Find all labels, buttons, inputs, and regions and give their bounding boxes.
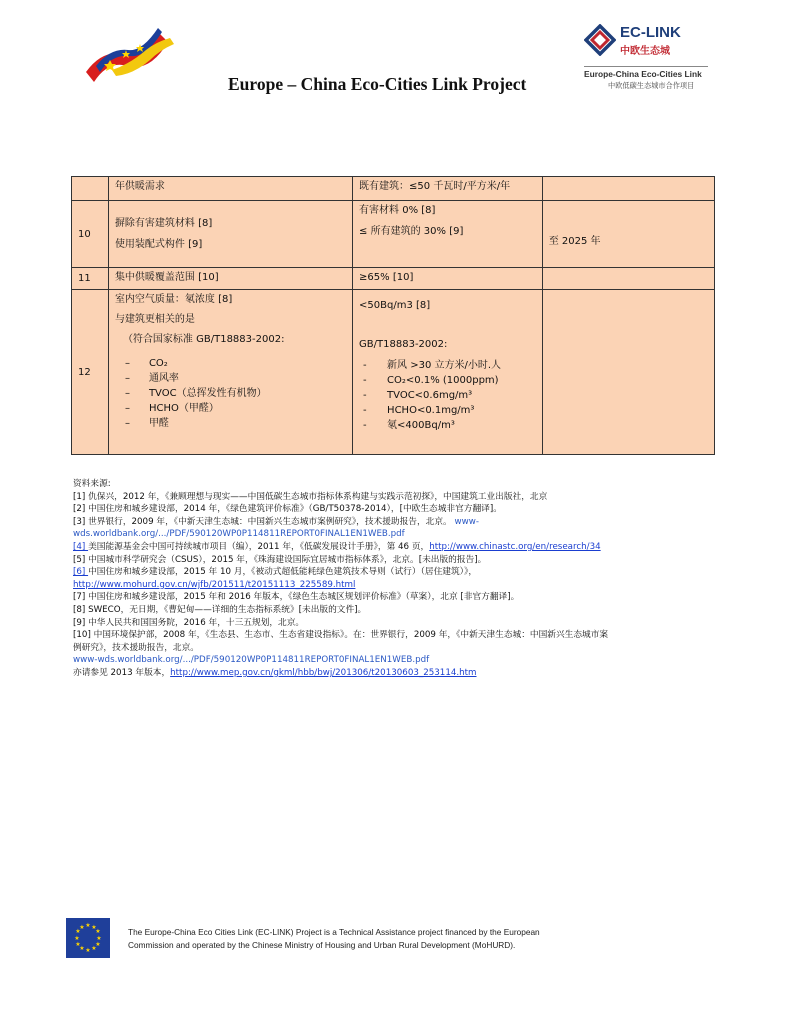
table-cell [353, 290, 543, 455]
reference-item: [7] 中国住房和城乡建设部，2015 年和 2016 年版本，《绿色生态城区规划评价标准》（草案），北京 [非官方翻译]。 [73, 592, 520, 603]
svg-text:★: ★ [75, 928, 81, 935]
svg-text:★: ★ [91, 924, 97, 931]
table-cell: 集中供暖覆盖范围 [10] [108, 268, 352, 290]
reference-item: [3] 世界银行，2009 年，《中新天津生态城：中国新兴生态城市案例研究》，技术援助报告，北京。 www- [73, 516, 479, 527]
logo-cn-name: 中欧生态城 [620, 46, 670, 57]
logo-en-tagline: Europe-China Eco-Cities Link [584, 69, 702, 79]
references-heading: 资料来源: [73, 479, 111, 489]
reference-link[interactable]: wds.worldbank.org/.../PDF/590120WP0P114811REPORT0FINAL1EN1WEB.pdf [73, 529, 405, 540]
eu-flag-icon [66, 918, 110, 958]
reference-item: [2] 中国住房和城乡建设部，2014 年，《绿色建筑评价标准》（GB/T50378-2014），[中欧生态城非官方翻译]。 [73, 504, 502, 515]
reference-link[interactable]: http://www.mohurd.gov.cn/wjfb/201511/t20151113_225589.html [73, 579, 356, 590]
reference-item: [10] 中国环境保护部，2008 年，《生态县、生态市、生态省建设指标》。在：世界银行，2009 年，《中新天津生态城：中国新兴生态城市案 [73, 630, 609, 641]
footer-line: The Europe-China Eco Cities Link (EC-LINK) Project is a Technical Assistance project financed by the European [128, 927, 540, 937]
reference-item: [9] 中华人民共和国国务院，2016 年，十三五规划，北京。 [73, 617, 305, 628]
reference-item: [6] 中国住房和城乡建设部，2015 年 10 月，《被动式超低能耗绿色建筑技术导则（试行）（居住建筑）》， [73, 567, 478, 578]
logo-cn-tagline: 中欧低碳生态城市合作项目 [608, 81, 695, 90]
cell-line: 有害材料 0% [8] [359, 205, 436, 216]
reference-link[interactable]: http://www.mep.gov.cn/gkml/hbb/bwj/201306/t20130603_253114.htm [170, 667, 477, 678]
cell-line: ≤ 所有建筑的 30% [9] [359, 226, 464, 237]
cell-line: GB/T18883-2002: [359, 339, 448, 350]
reference-link[interactable]: www-wds.worldbank.org/.../PDF/590120WP0P114811REPORT0FINAL1EN1WEB.pdf [73, 655, 430, 666]
reference-tag-link[interactable]: [6] [73, 567, 89, 578]
row-number: 11 [72, 268, 109, 290]
cell-line: 与建筑更相关的是 [114, 314, 195, 325]
svg-text:★: ★ [79, 924, 85, 931]
table-row [72, 201, 715, 268]
list-item: – 甲醛 [124, 418, 169, 429]
table-cell [353, 201, 543, 268]
logo-divider [584, 66, 708, 67]
table-row [72, 290, 715, 455]
list-item: - 新风 >30 立方米/小时.人 [363, 360, 502, 371]
reference-item: [5] 中国城市科学研究会（CSUS），2015 年，《珠海建设国际宜居城市指标体系》，北京。[未出版的报告]。 [73, 554, 487, 565]
reference-item: 亦请参见 2013 年版本，http://www.mep.gov.cn/gkml/hbb/bwj/201306/t20130603_253114.htm [73, 667, 477, 678]
cell-line: 至 2025 年 [548, 236, 601, 247]
cell-line: 使用装配式构件 [9] [114, 239, 203, 250]
table-row [72, 268, 715, 290]
footer-line: Commission and operated by the Chinese Ministry of Housing and Urban Rural Development (MoHURD). [128, 940, 516, 950]
list-item: – 通风率 [124, 373, 179, 384]
list-item: – HCHO（甲醛） [124, 403, 219, 414]
table-cell: 既有建筑：≤50 千瓦时/平方米/年 [353, 177, 543, 201]
cell-line: 室内空气质量：氡浓度 [8] [114, 294, 233, 305]
svg-text:★: ★ [74, 935, 80, 942]
reference-item [73, 528, 723, 541]
svg-text:★: ★ [96, 935, 102, 942]
references [73, 478, 723, 680]
ec-link-diamond-icon [584, 24, 616, 56]
cell-line: （符合国家标准 GB/T18883-2002: [122, 334, 285, 345]
svg-text:★: ★ [75, 941, 81, 948]
document-title: Europe – China Eco-Cities Link Project [228, 74, 527, 94]
list-item: - TVOC<0.6mg/m³ [363, 390, 473, 401]
svg-text:★: ★ [91, 945, 97, 952]
reference-link[interactable]: http://www.chinastc.org/en/research/34 [429, 541, 601, 552]
svg-text:★: ★ [85, 947, 91, 954]
reference-item [73, 654, 723, 667]
table-cell: 年供暖需求 [108, 177, 352, 201]
eu-china-flag-logo [82, 20, 182, 90]
reference-tag-link[interactable]: [4] [73, 541, 89, 552]
table-cell [108, 201, 352, 268]
list-item: - 氡<400Bq/m³ [363, 420, 455, 431]
table-cell: ≥65% [10] [353, 268, 543, 290]
indicator-table [71, 176, 715, 455]
list-item: – TVOC（总挥发性有机物） [124, 388, 267, 399]
table-cell [542, 201, 714, 268]
reference-item: 例研究》，技术援助报告，北京。 [73, 642, 199, 653]
cell-line: <50Bq/m3 [8] [359, 300, 431, 311]
reference-item: [1] 仇保兴，2012 年，《兼顾理想与现实——中国低碳生态城市指标体系构建与实践示范初探》，中国建筑工业出版社，北京 [73, 491, 548, 502]
cell-line: 摒除有害建筑材料 [8] [114, 218, 213, 229]
reference-item: [8] SWECO，无日期，《曹妃甸——详细的生态指标系统》[未出版的文件]。 [73, 604, 367, 615]
svg-text:★: ★ [79, 945, 85, 952]
svg-text:★: ★ [95, 928, 101, 935]
reference-item: [4] 美国能源基金会中国可持续城市项目（编），2011 年，《低碳发展设计手册》，第 46 页，http://www.chinastc.org/en/research/34 [73, 541, 601, 552]
svg-text:★: ★ [95, 941, 101, 948]
reference-link[interactable]: www- [454, 516, 479, 527]
reference-item [73, 579, 723, 592]
row-number: 10 [72, 201, 109, 268]
svg-text:★: ★ [85, 922, 91, 929]
list-item: - CO₂<0.1% (1000ppm) [363, 375, 499, 386]
table-cell [108, 290, 352, 455]
row-number: 12 [72, 290, 109, 455]
list-item: - HCHO<0.1mg/m³ [363, 405, 475, 416]
table-row [72, 177, 715, 201]
logo-name: EC-LINK [620, 24, 681, 41]
footer-note [128, 926, 540, 952]
list-item: – CO₂ [124, 358, 168, 369]
